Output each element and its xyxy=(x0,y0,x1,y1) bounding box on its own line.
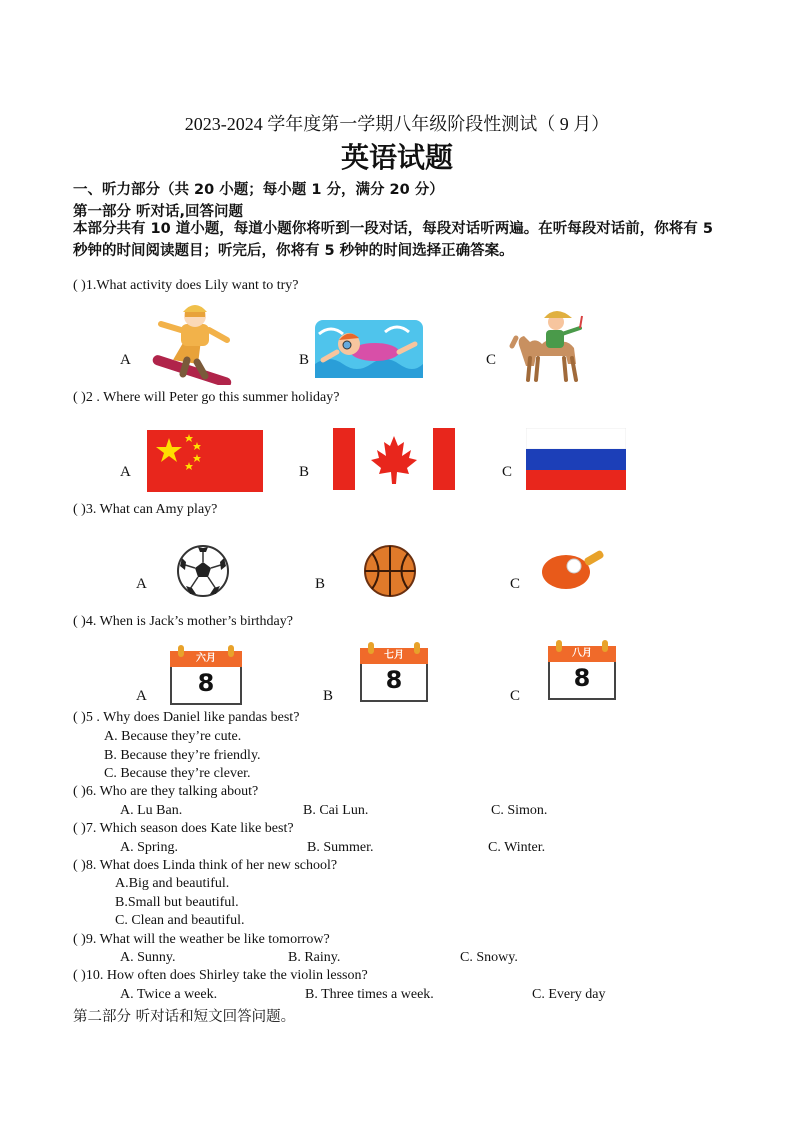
canada-flag-icon xyxy=(333,428,455,490)
option-c[interactable]: C. Every day xyxy=(532,987,606,1002)
calendar-icon xyxy=(548,640,616,700)
russia-flag-icon xyxy=(526,428,626,490)
option-b[interactable]: B. Cai Lun. xyxy=(303,803,369,818)
question-text: 8. What does Linda think of her new school? xyxy=(85,858,338,873)
calendar-day: 8 xyxy=(197,669,215,697)
calendar-month: 八月 xyxy=(548,646,616,662)
part2-heading: 第二部分 听对话和短文回答问题。 xyxy=(73,1009,296,1025)
answer-blank[interactable]: ( ) xyxy=(73,502,86,517)
option-c[interactable]: C. Simon. xyxy=(491,803,548,818)
china-flag-icon xyxy=(147,430,263,492)
exam-title-line: 2023-2024 学年度第一学期八年级阶段性测试（ 9 月） xyxy=(184,114,610,134)
question-text: 9. What will the weather be like tomorrow? xyxy=(85,932,330,947)
answer-blank[interactable]: ( ) xyxy=(73,784,86,799)
option-label: C xyxy=(510,688,521,704)
option-label: A xyxy=(136,576,147,592)
option-a[interactable]: A. Because they’re cute. xyxy=(104,729,242,744)
option-c[interactable]: C. Clean and beautiful. xyxy=(115,913,245,928)
question-text: 6. Who are they talking about? xyxy=(85,784,259,799)
option-b[interactable]: B. Rainy. xyxy=(288,950,341,965)
question-2 xyxy=(73,390,339,406)
option-label: A xyxy=(136,688,147,704)
calendar-month: 六月 xyxy=(170,651,242,667)
question-4 xyxy=(73,614,293,630)
question-text: 4. When is Jack’s mother’s birthday? xyxy=(85,614,293,629)
camel-rider-icon xyxy=(506,308,596,386)
calendar-day: 8 xyxy=(385,666,403,694)
option-label: A xyxy=(120,352,131,368)
question-9 xyxy=(73,932,330,948)
calendar-icon xyxy=(170,645,242,705)
option-label: B xyxy=(315,576,326,592)
option-label: A xyxy=(120,464,131,480)
basketball-icon xyxy=(363,544,417,598)
question-3 xyxy=(73,502,217,518)
answer-blank[interactable]: ( ) xyxy=(73,390,86,405)
option-a[interactable]: A.Big and beautiful. xyxy=(115,876,230,891)
answer-blank[interactable]: ( ) xyxy=(73,278,86,293)
question-text: 3. What can Amy play? xyxy=(85,502,218,517)
section-listening-heading: 一、听力部分（共 20 小题；每小题 1 分，满分 20 分） xyxy=(73,182,444,198)
option-c[interactable]: C. Snowy. xyxy=(460,950,518,965)
ping-pong-icon xyxy=(540,544,608,592)
option-a[interactable]: A. Lu Ban. xyxy=(120,803,183,818)
calendar-icon xyxy=(360,642,428,702)
option-label: C xyxy=(510,576,521,592)
question-8 xyxy=(73,858,337,874)
option-c[interactable]: C. Winter. xyxy=(488,840,546,855)
option-label: B xyxy=(299,464,310,480)
question-text: 7. Which season does Kate like best? xyxy=(85,821,294,836)
exam-subject: 英语试题 xyxy=(340,141,453,174)
question-text: 1.What activity does Lily want to try? xyxy=(85,278,299,293)
answer-blank[interactable]: ( ) xyxy=(73,858,86,873)
answer-blank[interactable]: ( ) xyxy=(73,968,86,983)
calendar-day: 8 xyxy=(573,664,591,692)
question-text: 10. How often does Shirley take the violin lesson? xyxy=(85,968,368,983)
question-10 xyxy=(73,968,368,984)
question-7 xyxy=(73,821,294,837)
question-5 xyxy=(73,710,299,726)
option-c[interactable]: C. Because they’re clever. xyxy=(104,766,251,781)
answer-blank[interactable]: ( ) xyxy=(73,710,86,725)
option-b[interactable]: B.Small but beautiful. xyxy=(115,895,239,910)
soccer-ball-icon xyxy=(176,544,230,598)
option-a[interactable]: A. Spring. xyxy=(120,840,178,855)
snowboarder-icon xyxy=(143,300,238,385)
option-a[interactable]: A. Sunny. xyxy=(120,950,176,965)
part1-heading: 第一部分 听对话,回答问题 xyxy=(73,204,244,220)
question-6 xyxy=(73,784,258,800)
option-label: C xyxy=(486,352,497,368)
option-label: B xyxy=(299,352,310,368)
question-1 xyxy=(73,278,299,294)
answer-blank[interactable]: ( ) xyxy=(73,614,86,629)
answer-blank[interactable]: ( ) xyxy=(73,821,86,836)
option-b[interactable]: B. Because they’re friendly. xyxy=(104,748,261,763)
option-b[interactable]: B. Summer. xyxy=(307,840,374,855)
swimmer-icon xyxy=(315,312,423,382)
option-a[interactable]: A. Twice a week. xyxy=(120,987,218,1002)
part1-instructions: 本部分共有 10 道小题，每道小题你将听到一段对话，每段对话听两遍。在听每段对话前，你将有 5 秒钟的时间阅读题目；听完后，你将有 5 秒钟的时间选择正确答案。 xyxy=(73,221,713,259)
answer-blank[interactable]: ( ) xyxy=(73,932,86,947)
question-text: 5 . Why does Daniel like pandas best? xyxy=(85,710,300,725)
option-label: B xyxy=(323,688,334,704)
option-label: C xyxy=(502,464,513,480)
option-b[interactable]: B. Three times a week. xyxy=(305,987,434,1002)
question-text: 2 . Where will Peter go this summer holiday? xyxy=(85,390,340,405)
calendar-month: 七月 xyxy=(360,648,428,664)
